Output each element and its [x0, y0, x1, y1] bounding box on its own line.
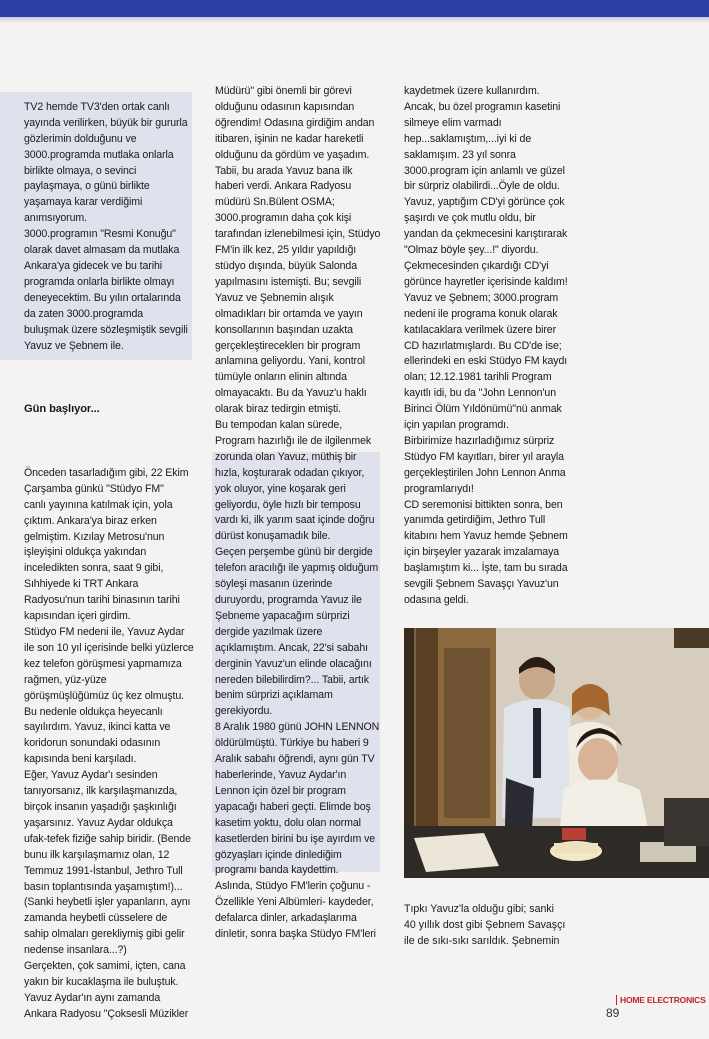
- column1-paragraph-1: TV2 hemde TV3'den ortak canlı yayında verilirken, büyük bir gururla gözlerimin dolduğunu ve 3000.programda mutlaka onlarla birlikte olmaya, o sevinci paylaşmaya, o günü birlikte yaşamaya karar verdiğimi anımsıyorum. 3000.programın "Resmi Konuğu" olarak davet almasam da mutlaka Ankara'ya gidecek ve bu tarihi programda onlarla birlikte olmayı deneyecektim. Bu yılın ortalarında da zaten 3000.programda buluşmak üzere sözleşmiştik sevgili Yavuz ve Şebnem ile.: [24, 100, 188, 352]
- article-column-2: Müdürü" gibi önemli bir görevi olduğunu odasının kapısından öğrendim! Odasına girdiğim andan itibaren, işinin ne kadar hareketli olduğunu da gördüm ve yaşadım. Tabii, bu arada Yavuz bana ilk haberi verdi. Ankara Radyosu müdürü Sn.Bülent OSMA; 3000.programın daha çok kişi tarafından izlenebilmesi için, Stüdyo FM'in ilk kez, 25 yıldır yapıldığı stüdyo dışında, büyük Salonda yapılmasını istemişti. Bu; sevgili Yavuz ve Şebnemin alışık olmadıkları bir ortamda ve yayın konsollarının başından uzakta gerçekleştireceklerı bir program anlamına geliyordu. Yani, kontrol tümüyle onların elinin altında olmayacaktı. Bu da Yavuz'u haklı olarak biraz tedirgin etmişti. Bu tempodan kalan sürede, Program hazırlığı ile de ilgilenmek zorunda olan Yavuz, müthiş bir hızla, koşturarak odadan çıkıyor, yok oluyor, yine koşarak geri geliyordu, öyle hızlı bir temposu vardı ki, ilk yarım saat içinde doğru dürüst konuşamadık bile. Geçen perşembe günü bir dergide telefon aracılığı ile yapmış olduğum söyleşi masanın üzerinde duruyordu, programda Yavuz ile Şebneme yapacağım sürprizi dergide yazılmak üzere açıklamıştım. Ancak, 22'si sabahı derginin Yavuz'un elinde olacağını nereden bilebilirdim?... Tabii, artık benim sürprizi açıklamam gerekiyordu. 8 Aralık 1980 günü JOHN LENNON öldürülmüştü. Türkiye bu haberi 9 Aralık sabahı öğrendi, aynı gün TV haberlerinde, Yavuz Aydar'ın Lennon için özel bir program yapacağı haberi geçti. Elimde boş kasetim yoktu, dolu olan normal kasetlerden birini bu işe ayırdım ve gözyaşları içinde dinlediğim programı banda kaydettim. Aslında, Stüdyo FM'lerin çoğunu - Özellikle Yeni Albümleri- kaydeder, defalarca dinler, arkadaşlarıma dinletir, sonra başka Stüdyo FM'leri: [215, 85, 381, 941]
- photo-caption: Tıpkı Yavuz'la olduğu gibi; sanki 40 yıllık dost gibi Şebnem Savaşçı ile de sıkı-sıkı sarıldık. Şebnemin: [404, 903, 566, 947]
- article-photo: [404, 628, 709, 878]
- article-column-3: kaydetmek üzere kullanırdım. Ancak, bu özel programın kasetini silmeye elim varmadı hep...saklamıştım,...iyi ki de saklamışım. 23 yıl sonra 3000.program için anlamlı ve güzel bir sürpriz olabilirdi...Öyle de oldu. Yavuz, yaptığım CD'yi görünce çok şaşırdı ve çok mutlu oldu, bir yandan da çekmecesini karıştırarak "Olmaz böyle şey...!" diyordu. Çekmecesinden çıkardığı CD'yi görünce hayretler içerisinde kaldım! Yavuz ve Şebnem; 3000.program nedeni ile programa konuk olarak katılacaklara verilmek üzere birer CD hazırlatmışlardı. Bu CD'de ise; ellerindeki en eski Stüdyo FM kaydı olan; 12.12.1981 tarihli Program kayıtlı idi, bu da "John Lennon'un Birinci Ölüm Yıldönümü"nü anmak için yapılan programdı. Birbirimize hazırladığımız sürpriz Stüdyo FM kayıtları, birer yıl arayla gerçekleştirilen John Lennon Anma programlarıydı! CD seremonisi bittikten sonra, ben yanımda getirdiğim, Jethro Tull kitabını hem Yavuz hemde Şebnem için birşeyler yazarak imzalamaya başlamıştım ki... İşte, tam bu sırada sevgili Şebnem Savaşçı Yavuz'un odasına geldi.: [404, 85, 568, 606]
- section-heading: Gün başlıyor...: [24, 403, 100, 416]
- footer-section-label: HOME ELECTRONICS: [616, 995, 706, 1005]
- article-column-1: [24, 84, 202, 1039]
- top-color-bar: [0, 0, 709, 17]
- column1-paragraph-2: Önceden tasarladığım gibi, 22 Ekim Çarşamba günkü "Stüdyo FM" canlı yayınına katılmak için, yola çıktım. Ankara'ya biraz erken gelmiştim. Kızılay Metrosu'nun işleyişini oldukça yakından inceledikten sonra, saat 9 gibi, Sıhhiyede ki TRT Ankara Radyosu'nun tarihi binasının tarihi kapısından içeri girdim. Stüdyo FM nedeni ile, Yavuz Aydar ile son 10 yıl içerisinde belki yüzlerce kez telefon görüşmesi yapmamıza rağmen, yüz-yüze görüşmüşlüğümüz üç kez olmuştu. Bu nedenle oldukça heyecanlı sayılırdım. Yavuz, ikinci katta ve koridorun sonundaki odasının kapısında beni karşıladı. Eğer, Yavuz Aydar'ı sesinden tanıyorsanız, ilk karşılaşmanızda, birçok insanın yaşadığı şaşkınlığı yaşarsınız. Yavuz Aydar oldukça ufak-tefek fiziğe sahip biridir. (Bende bunu ilk karşılaşmamız olan, 12 Temmuz 1991-İstanbul, Jethro Tull basın toplantısında yaşamıştım!)... (Sanki heybetli işler yapanların, aynı zamanda heybetli cüsselere de sahip olmaları gerekliymiş gibi gelir nedense insanlara...?) Gerçekten, çok samimi, içten, cana yakın bir kucaklaşma ile buluştuk. Yavuz Aydar'ın aynı zamanda Ankara Radyosu "Çoksesli Müzikler: [24, 466, 194, 1020]
- page-number: 89: [606, 1006, 620, 1020]
- top-bar-shadow: [0, 17, 709, 23]
